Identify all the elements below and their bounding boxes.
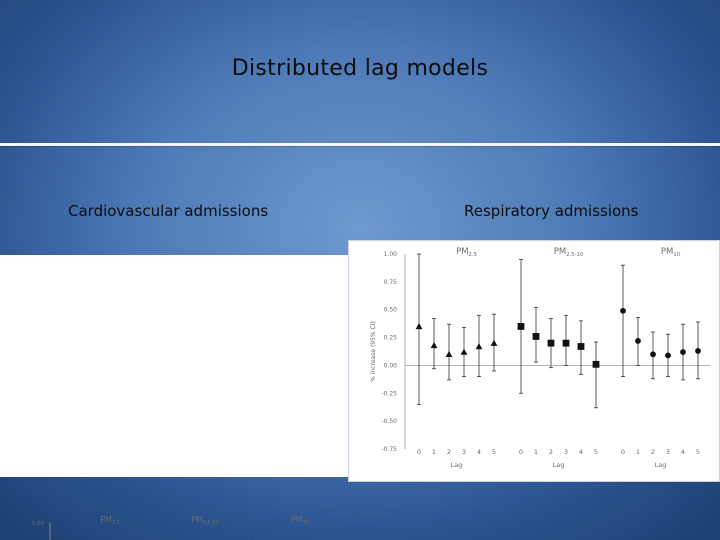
resp-square-legend-label: $PM_{2.5-10}$ — [553, 247, 584, 258]
resp-point-circle — [650, 351, 656, 357]
resp-y-tick-label: -0.75 — [381, 446, 397, 453]
resp-point-square — [533, 333, 540, 340]
resp-point-circle — [695, 348, 701, 354]
respiratory-lag-chart — [349, 241, 719, 481]
slide-title: Distributed lag models — [231, 56, 489, 81]
cardiovascular-lag-chart — [0, 255, 348, 527]
resp-point-square — [578, 343, 585, 350]
resp-y-tick-label: 0.75 — [383, 278, 397, 286]
resp-y-axis-title: % increase (95% CI) — [370, 321, 377, 382]
resp-point-triangle — [476, 343, 483, 349]
resp-y-tick-label: -0.50 — [381, 418, 397, 426]
resp-y-tick-label: 1.00 — [383, 251, 397, 258]
resp-lag-tick-label: 2 — [650, 448, 656, 456]
resp-point-triangle — [446, 351, 453, 357]
resp-point-circle — [680, 349, 686, 355]
resp-lag-tick-label: 0 — [620, 448, 626, 456]
resp-point-square — [563, 340, 570, 347]
resp-point-square — [518, 323, 525, 330]
resp-lag-tick-label: 1 — [533, 448, 539, 456]
cardio-triangle-legend-label: $PM_{2.5}$ — [100, 515, 120, 526]
resp-y-tick-label: 0.25 — [383, 334, 397, 342]
resp-lag-tick-label: 3 — [563, 448, 569, 456]
resp-point-triangle — [491, 340, 498, 346]
resp-y-tick-label: -0.25 — [381, 390, 397, 398]
resp-lag-tick-label: 0 — [416, 448, 422, 456]
resp-lag-tick-label: 4 — [578, 448, 584, 456]
resp-lag-axis-title: Lag — [654, 461, 667, 469]
resp-y-tick-label: 0.50 — [383, 306, 397, 314]
resp-point-square — [593, 361, 600, 368]
resp-lag-axis-title: Lag — [450, 461, 463, 469]
resp-point-triangle — [431, 342, 438, 348]
resp-lag-tick-label: 4 — [476, 448, 482, 456]
resp-point-circle — [620, 308, 626, 314]
respiratory-chart-panel — [348, 240, 720, 482]
resp-point-circle — [635, 338, 641, 344]
cardio-square-legend-label: $PM_{2.5-10}$ — [191, 515, 219, 526]
resp-y-tick-label: 0.00 — [383, 362, 397, 370]
resp-lag-tick-label: 3 — [461, 448, 467, 456]
resp-lag-tick-label: 1 — [431, 448, 437, 456]
resp-lag-tick-label: 5 — [491, 448, 497, 456]
resp-lag-axis-title: Lag — [552, 461, 565, 469]
cardio-y-tick-label: 1.00 — [31, 521, 44, 527]
cardiovascular-chart-panel — [0, 255, 348, 527]
respiratory-heading: Respiratory admissions — [464, 202, 639, 220]
resp-lag-tick-label: 0 — [518, 448, 524, 456]
resp-point-circle — [665, 353, 671, 359]
resp-point-square — [548, 340, 555, 347]
resp-lag-tick-label: 3 — [665, 448, 671, 456]
resp-triangle-legend-label: $PM_{2.5}$ — [456, 247, 477, 258]
resp-lag-tick-label: 4 — [680, 448, 686, 456]
resp-lag-tick-label: 1 — [635, 448, 641, 456]
cardio-circle-legend-label: $PM_{10}$ — [290, 515, 310, 526]
resp-lag-tick-label: 2 — [548, 448, 554, 456]
cardiovascular-heading: Cardiovascular admissions — [68, 202, 269, 220]
resp-point-triangle — [461, 349, 468, 355]
resp-lag-tick-label: 5 — [695, 448, 701, 456]
resp-lag-tick-label: 5 — [593, 448, 599, 456]
title-divider — [0, 143, 720, 146]
resp-circle-legend-label: $PM_{10}$ — [660, 247, 681, 258]
resp-point-triangle — [416, 323, 423, 329]
resp-lag-tick-label: 2 — [446, 448, 452, 456]
